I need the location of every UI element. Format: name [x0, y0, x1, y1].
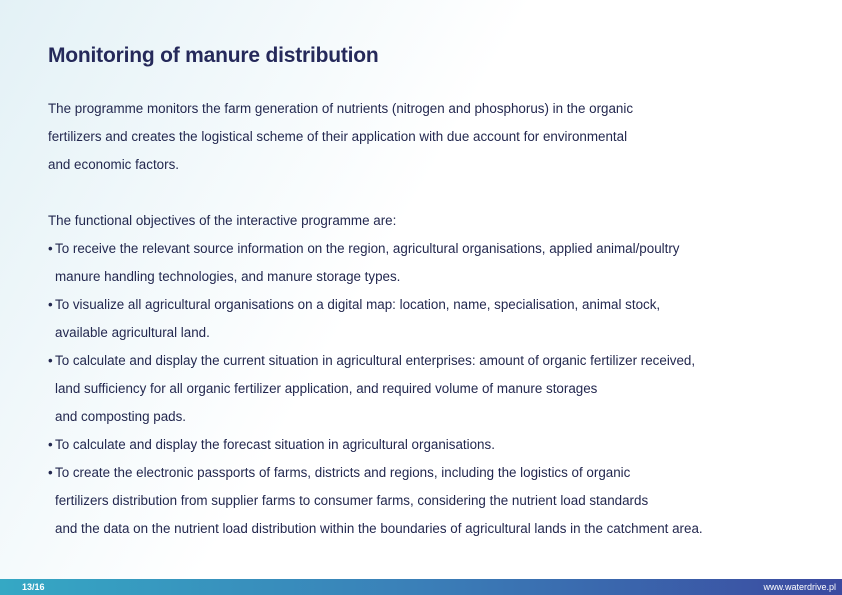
list-item-line: and composting pads.	[55, 409, 187, 424]
list-item-line: fertilizers distribution from supplier farms to consumer farms, considering the nutrient load standards	[55, 493, 649, 508]
page-number: 13/16	[22, 582, 45, 592]
bullet-icon: •	[48, 465, 53, 480]
bullet-icon: •	[48, 297, 53, 312]
list-item	[48, 431, 768, 459]
intro-line: fertilizers and creates the logistical scheme of their application with due account for environmental	[48, 129, 628, 144]
list-item-line: available agricultural land.	[55, 325, 210, 340]
list-item-line: To calculate and display the forecast situation in agricultural organisations.	[55, 437, 495, 452]
list-item-line: and the data on the nutrient load distribution within the boundaries of agricultural lands in the catchment area.	[55, 521, 703, 536]
footer-bar	[0, 579, 842, 595]
list-item	[48, 347, 768, 431]
bullet-icon: •	[48, 353, 53, 368]
bullet-icon: •	[48, 437, 53, 452]
spacer	[48, 179, 768, 207]
list-item-line: To create the electronic passports of farms, districts and regions, including the logistics of organic	[55, 465, 631, 480]
objectives-list	[48, 235, 768, 543]
list-item-line: To calculate and display the current situation in agricultural enterprises: amount of organic fertilizer received,	[55, 353, 696, 368]
intro-line: The programme monitors the farm generation of nutrients (nitrogen and phosphorus) in the organic	[48, 101, 634, 116]
list-item	[48, 459, 768, 543]
list-item-line: land sufficiency for all organic fertilizer application, and required volume of manure storages	[55, 381, 598, 396]
intro-paragraph	[48, 95, 768, 179]
objectives-lead: The functional objectives of the interactive programme are:	[48, 213, 397, 228]
list-item	[48, 291, 768, 347]
list-item-line: To visualize all agricultural organisations on a digital map: location, name, specialisation, animal stock,	[55, 297, 661, 312]
list-item-line: manure handling technologies, and manure storage types.	[55, 269, 401, 284]
list-item	[48, 235, 768, 291]
main-content	[48, 95, 768, 543]
list-item-line: To receive the relevant source information on the region, agricultural organisations, applied animal/poultry	[55, 241, 680, 256]
intro-line: and economic factors.	[48, 157, 179, 172]
website-link[interactable]: www.waterdrive.pl	[763, 582, 836, 592]
page-title: Monitoring of manure distribution	[48, 44, 379, 67]
bullet-icon: •	[48, 241, 53, 256]
